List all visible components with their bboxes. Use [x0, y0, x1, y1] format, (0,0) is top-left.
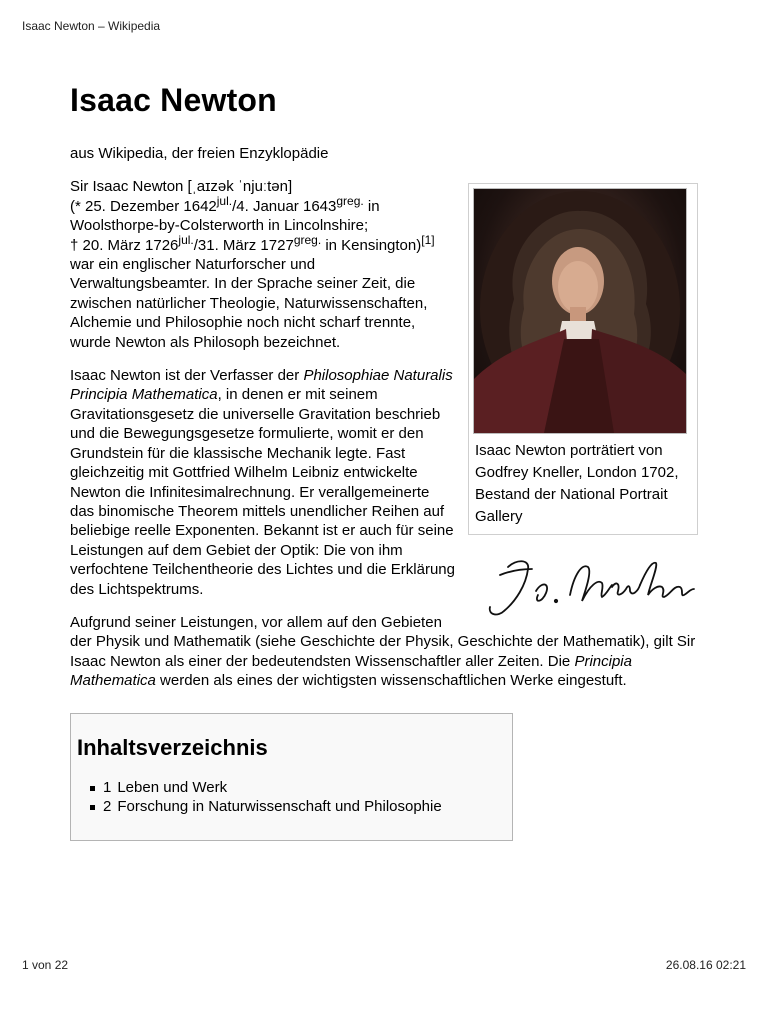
- para2-text-b: , in denen er mit seinem Gravitationsgesetz die universelle Gravitation beschrieb und die Bewegungsgesetze formulierte, womit er den Grundstein für die klassische Mechanik legte. Fast gleichzeitig mit Gottfried Wilhelm Leibniz entwickelte Newton die Infinitesimalrechnung. Er verallgemeinerte das binomische Theorem mittels unendlicher Reihen auf beliebige reelle Exponenten. Bekannt ist er auch für seine Leistungen auf dem Gebiet der Optik: Die von ihm verfochtene Teilchentheorie des Lichtes und die Erklärung des Lichtspektrums.: [70, 386, 455, 598]
- toc-item-forschung[interactable]: [103, 797, 512, 816]
- page-counter: 1 von 22: [22, 958, 69, 972]
- death-sup-greg: greg.: [293, 232, 322, 247]
- toc-item-label: Forschung in Naturwissenschaft und Philosophie: [117, 797, 442, 815]
- toc-item-leben-und-werk[interactable]: [103, 778, 512, 797]
- portrait-illustration: [474, 189, 686, 433]
- reference-link-1[interactable]: [1]: [421, 232, 435, 247]
- portrait-caption: Isaac Newton porträtiert von Godfrey Kneller, London 1702, Bestand der National Portrait Gallery: [475, 442, 679, 526]
- toc-list: [77, 778, 512, 816]
- page-title: Isaac Newton: [70, 82, 277, 118]
- signature-illustration: [470, 545, 700, 625]
- birth-sup-greg: greg.: [336, 193, 364, 208]
- para3-italic-title: Principia Mathematica: [70, 652, 632, 690]
- toc-item-number: 2: [103, 797, 112, 815]
- portrait-image[interactable]: [473, 188, 687, 434]
- print-datetime: 26.08.16 02:21: [665, 958, 746, 972]
- toc-title: Inhaltsverzeichnis: [77, 734, 268, 760]
- para2-italic-title: Philosophiae Naturalis Principia Mathematica: [70, 367, 453, 404]
- birth-place: in Woolsthorpe-by-Colsterworth in Lincolnshire;: [70, 197, 380, 235]
- table-of-contents: [70, 713, 513, 841]
- toc-item-label: Leben und Werk: [117, 778, 228, 796]
- print-header-title: Isaac Newton – Wikipedia: [22, 19, 161, 33]
- birth-mid: /4. Januar 1643: [232, 197, 337, 215]
- para3-text-b: werden als eines der wichtigsten wissenschaftlichen Werke eingestuft.: [155, 672, 627, 690]
- death-place: in Kensington): [321, 236, 422, 254]
- para3-text-a: Aufgrund seiner Leistungen, vor allem auf den Gebieten der Physik und Mathematik (siehe Geschichte der Physik, Geschichte der Mathematik), gilt Sir Isaac Newton als einer der bedeutendsten Wissenschaftler aller Zeiten. Die: [70, 613, 696, 670]
- intro-ipa: [ˌaɪzək ˈnjuːtən]: [183, 178, 293, 196]
- death-sup-jul: jul.: [178, 232, 194, 247]
- article-content: [70, 80, 700, 841]
- death-text: † 20. März 1726: [70, 236, 179, 254]
- signature-image: [470, 545, 700, 625]
- death-mid: /31. März 1727: [193, 236, 294, 254]
- birth-text: (* 25. Dezember 1642: [70, 197, 217, 215]
- intro-rest: war ein englischer Naturforscher und Verwaltungsbeamter. In der Sprache seiner Zeit, die zwischen natürlicher Theologie, Naturwissenschaften, Alchemie und Philosophie noch nicht scharf trennte, wurde Newton als Philosoph bezeichnet.: [70, 256, 428, 351]
- intro-name: Sir Isaac Newton: [70, 178, 184, 196]
- para2-text-a: Isaac Newton ist der Verfasser der: [70, 367, 304, 385]
- infobox: [468, 183, 698, 535]
- birth-sup-jul: jul.: [216, 193, 233, 208]
- page-subtitle: aus Wikipedia, der freien Enzyklopädie: [70, 145, 329, 162]
- toc-item-number: 1: [103, 778, 112, 796]
